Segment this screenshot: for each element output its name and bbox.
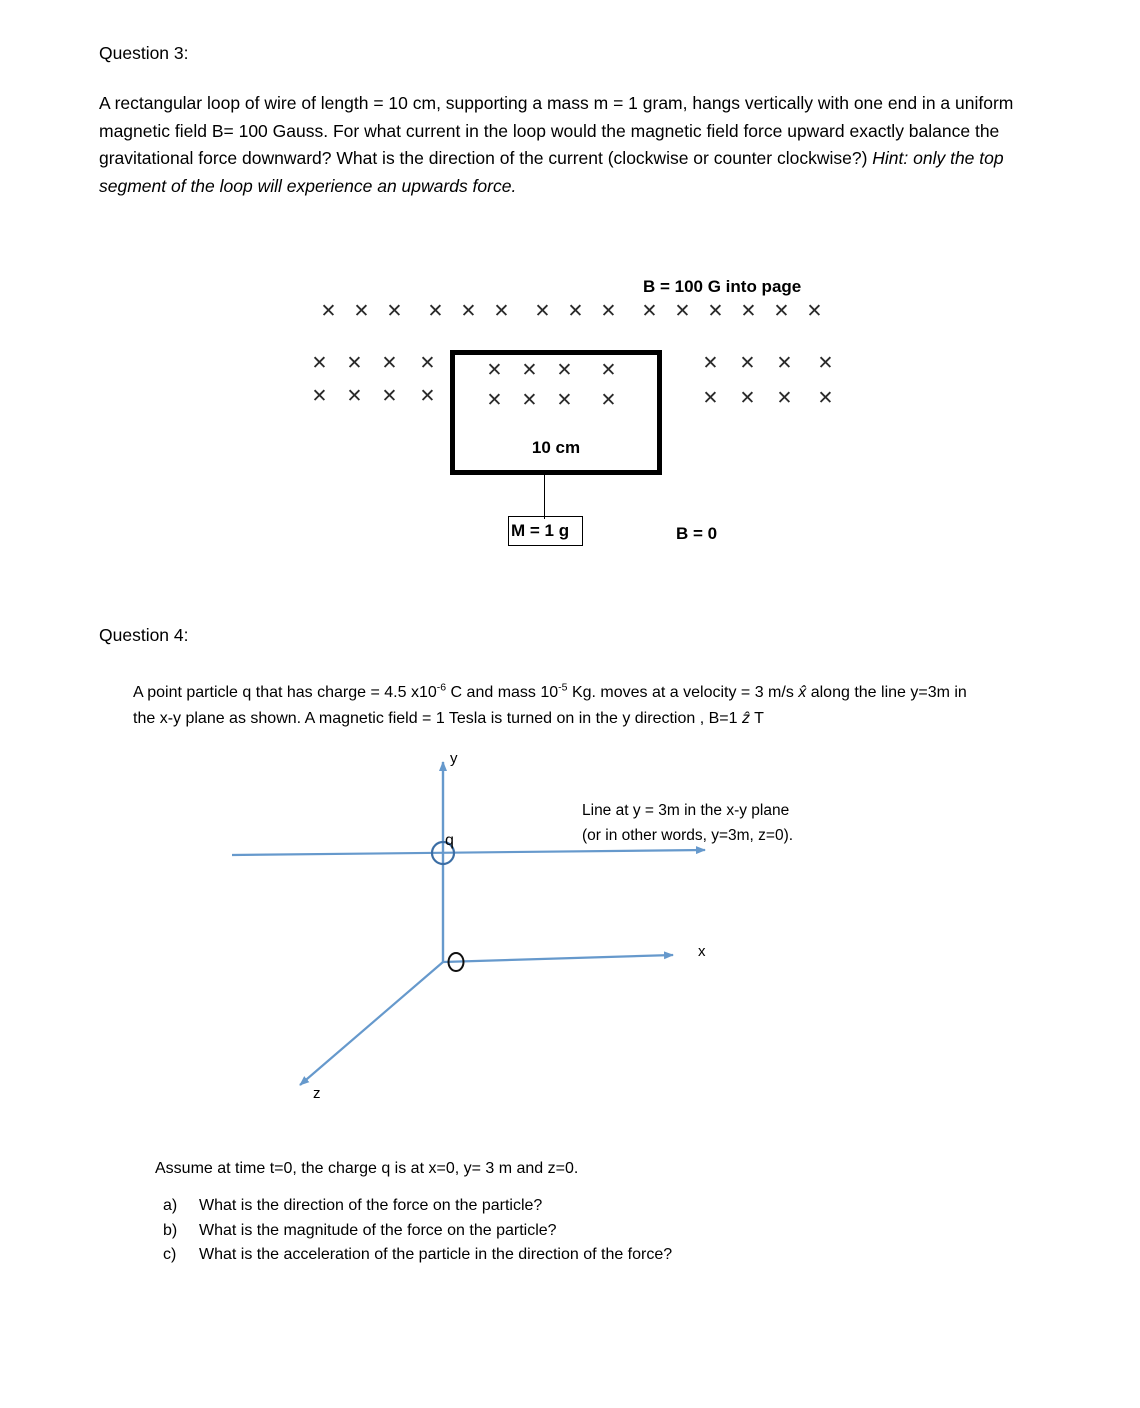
mass-label: M = 1 g bbox=[511, 521, 570, 540]
sub-question-marker: a) bbox=[163, 1197, 178, 1214]
field-cross: ✕ bbox=[386, 300, 403, 322]
q4-text-d: along the line y=3m in the x-y plane as shown. A magnetic field = 1 Tesla is turned on in the y direction , B=1 bbox=[133, 684, 967, 727]
field-cross: ✕ bbox=[817, 352, 834, 374]
field-cross: ✕ bbox=[460, 300, 477, 322]
field-cross: ✕ bbox=[817, 387, 834, 409]
field-cross: ✕ bbox=[381, 385, 398, 407]
q4-mass-exponent: -5 bbox=[558, 681, 568, 694]
field-strength-label: B = 100 G into page bbox=[643, 277, 802, 296]
question-4-sub-questions bbox=[163, 1194, 672, 1268]
particle-path-line bbox=[232, 850, 705, 855]
field-cross: ✕ bbox=[311, 352, 328, 374]
q4-text-c: Kg. moves at a velocity = 3 m/s bbox=[567, 684, 799, 701]
field-cross: ✕ bbox=[740, 300, 757, 322]
charge-label: q bbox=[445, 832, 454, 849]
question-4-body bbox=[133, 680, 978, 732]
field-cross-inside-loop: ✕ bbox=[486, 389, 503, 411]
question-3-body bbox=[99, 90, 1019, 200]
sub-question-marker: c) bbox=[163, 1246, 177, 1263]
field-cross: ✕ bbox=[353, 300, 370, 322]
x-axis-line bbox=[443, 955, 673, 962]
field-cross-inside-loop: ✕ bbox=[486, 359, 503, 381]
field-cross: ✕ bbox=[776, 352, 793, 374]
figure-coordinate-axes bbox=[210, 740, 890, 1120]
axes-svg bbox=[210, 740, 890, 1120]
question-3-body-plain: A rectangular loop of wire of length = 10 cm, supporting a mass m = 1 gram, hangs vertically with one end in a uniform magnetic field B= 100 Gauss. For what current in the loop would the magnetic field force upward exactly balance the gravitational force downward? What is the direction of the current (clockwise or counter clockwise?) bbox=[99, 93, 1014, 168]
field-cross: ✕ bbox=[346, 352, 363, 374]
field-cross: ✕ bbox=[534, 300, 551, 322]
z-axis-line bbox=[300, 962, 443, 1085]
question-4-assumption: Assume at time t=0, the charge q is at x=0, y= 3 m and z=0. bbox=[155, 1160, 579, 1177]
field-cross: ✕ bbox=[806, 300, 823, 322]
question-3-heading: Question 3: bbox=[99, 43, 189, 63]
z-hat-symbol: ẑ bbox=[741, 710, 750, 727]
field-cross: ✕ bbox=[702, 387, 719, 409]
mass-box bbox=[508, 516, 583, 546]
question-4-heading: Question 4: bbox=[99, 625, 189, 645]
sub-question-text: What is the direction of the force on the particle? bbox=[199, 1197, 543, 1214]
wire-loop-rectangle bbox=[450, 350, 662, 475]
hanging-wire bbox=[544, 475, 545, 519]
q4-text-a: A point particle q that has charge = 4.5 x10 bbox=[133, 684, 437, 701]
loop-length-label: 10 cm bbox=[531, 438, 581, 457]
field-cross: ✕ bbox=[739, 387, 756, 409]
field-cross: ✕ bbox=[346, 385, 363, 407]
x-hat-symbol: x̂ bbox=[798, 684, 807, 701]
field-cross: ✕ bbox=[427, 300, 444, 322]
field-cross: ✕ bbox=[419, 352, 436, 374]
field-cross: ✕ bbox=[674, 300, 691, 322]
sub-question-item bbox=[163, 1219, 672, 1244]
field-cross-inside-loop: ✕ bbox=[556, 389, 573, 411]
field-cross: ✕ bbox=[600, 300, 617, 322]
field-cross-inside-loop: ✕ bbox=[600, 389, 617, 411]
field-cross: ✕ bbox=[776, 387, 793, 409]
field-cross: ✕ bbox=[641, 300, 658, 322]
sub-question-marker: b) bbox=[163, 1221, 178, 1239]
sub-question-text: What is the magnitude of the force on the particle? bbox=[199, 1221, 557, 1239]
path-note-line-1: Line at y = 3m in the x-y plane bbox=[582, 802, 790, 819]
field-cross-inside-loop: ✕ bbox=[521, 359, 538, 381]
question-3-body-hint: Hint: only the top segment of the loop will experience an upwards force. bbox=[99, 148, 1004, 196]
field-cross: ✕ bbox=[311, 385, 328, 407]
path-note-line-2: (or in other words, y=3m, z=0). bbox=[582, 827, 794, 844]
field-cross: ✕ bbox=[320, 300, 337, 322]
zero-field-label: B = 0 bbox=[676, 524, 718, 543]
field-cross-inside-loop: ✕ bbox=[521, 389, 538, 411]
q4-charge-exponent: -6 bbox=[436, 681, 447, 694]
x-axis-label: x bbox=[698, 943, 706, 960]
field-cross: ✕ bbox=[739, 352, 756, 374]
field-cross-inside-loop: ✕ bbox=[600, 359, 617, 381]
field-cross: ✕ bbox=[381, 352, 398, 374]
sub-question-item bbox=[163, 1243, 672, 1268]
sub-question-item bbox=[163, 1194, 672, 1219]
field-cross-inside-loop: ✕ bbox=[556, 359, 573, 381]
field-cross: ✕ bbox=[773, 300, 790, 322]
field-cross: ✕ bbox=[702, 352, 719, 374]
y-axis-label: y bbox=[450, 750, 458, 767]
q4-text-e: T bbox=[749, 710, 764, 727]
field-cross: ✕ bbox=[493, 300, 510, 322]
field-cross: ✕ bbox=[567, 300, 584, 322]
sub-question-text: What is the acceleration of the particle in the direction of the force? bbox=[199, 1246, 673, 1263]
q4-text-b: C and mass 10 bbox=[446, 684, 559, 701]
z-axis-label: z bbox=[313, 1085, 321, 1102]
field-cross: ✕ bbox=[707, 300, 724, 322]
field-cross: ✕ bbox=[419, 385, 436, 407]
